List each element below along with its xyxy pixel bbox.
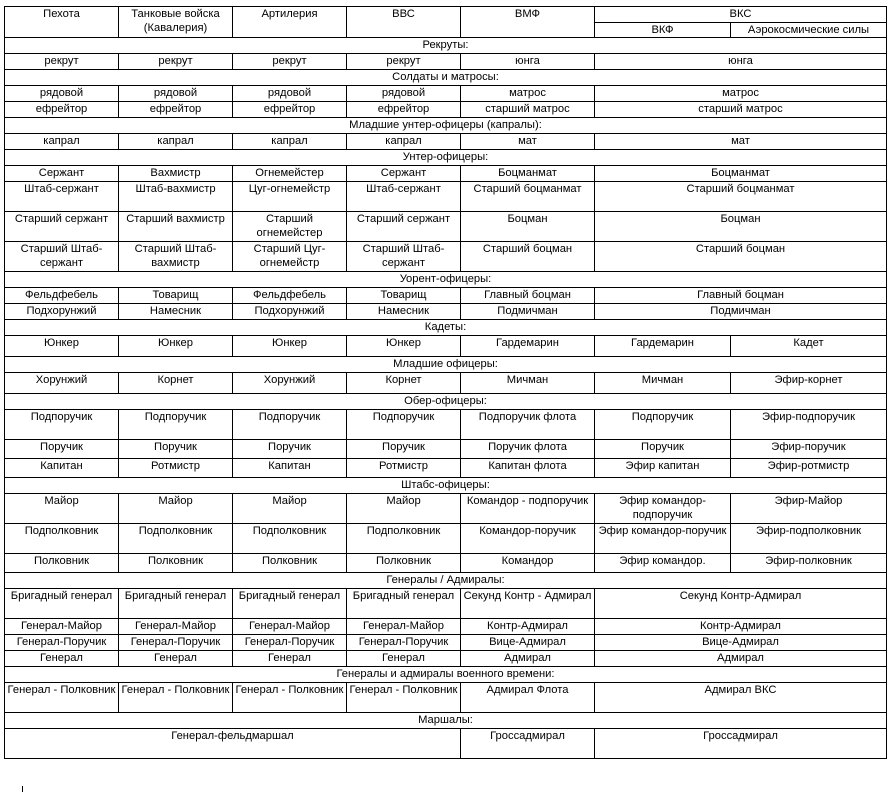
table-cell: Майор bbox=[5, 494, 119, 524]
table-cell: Эфир капитан bbox=[595, 459, 731, 478]
table-cell: Старший боцманмат bbox=[595, 182, 887, 212]
table-cell: Майор bbox=[347, 494, 461, 524]
table-cell: капрал bbox=[347, 134, 461, 150]
header-aerospace: Аэрокосмические силы bbox=[731, 22, 887, 38]
header-air-force: ВВС bbox=[347, 7, 461, 38]
table-row bbox=[5, 166, 887, 182]
section-title: Младшие офицеры: bbox=[5, 357, 887, 373]
table-cell: Эфир-ротмистр bbox=[731, 459, 887, 478]
table-cell: матрос bbox=[461, 86, 595, 102]
table-row bbox=[5, 373, 887, 394]
text-cursor bbox=[22, 786, 23, 792]
table-cell: Капитан флота bbox=[461, 459, 595, 478]
table-row bbox=[5, 651, 887, 667]
table-cell: Ротмистр bbox=[119, 459, 233, 478]
table-cell: Подпоручик bbox=[119, 410, 233, 440]
table-cell: Корнет bbox=[119, 373, 233, 394]
table-cell: Адмирал bbox=[461, 651, 595, 667]
table-cell: Генерал bbox=[233, 651, 347, 667]
table-cell: Огнемейстер bbox=[233, 166, 347, 182]
table-cell: ефрейтор bbox=[233, 102, 347, 118]
table-cell: Главный боцман bbox=[595, 288, 887, 304]
table-cell: Поручик bbox=[5, 440, 119, 459]
table-cell: Старший сержант bbox=[5, 212, 119, 242]
section-title: Кадеты: bbox=[5, 320, 887, 336]
section-header-row bbox=[5, 320, 887, 336]
table-cell: юнга bbox=[595, 54, 887, 70]
table-cell: Бригадный генерал bbox=[119, 589, 233, 619]
table-row bbox=[5, 635, 887, 651]
table-cell: Поручик bbox=[595, 440, 731, 459]
table-row bbox=[5, 182, 887, 212]
table-row bbox=[5, 554, 887, 573]
section-title: Унтер-офицеры: bbox=[5, 150, 887, 166]
table-cell: ефрейтор bbox=[119, 102, 233, 118]
table-cell: Поручик bbox=[233, 440, 347, 459]
table-cell: Старший Штаб-сержант bbox=[347, 242, 461, 272]
table-cell: Юнкер bbox=[347, 336, 461, 357]
table-cell: Майор bbox=[119, 494, 233, 524]
table-cell: Поручик флота bbox=[461, 440, 595, 459]
table-cell: Эфир-полковник bbox=[731, 554, 887, 573]
table-cell: Хорунжий bbox=[233, 373, 347, 394]
table-cell: Старший вахмистр bbox=[119, 212, 233, 242]
table-cell: Капитан bbox=[233, 459, 347, 478]
table-cell: Адмирал ВКС bbox=[595, 683, 887, 713]
table-cell: Поручик bbox=[119, 440, 233, 459]
table-cell: Капитан bbox=[5, 459, 119, 478]
section-title: Штабс-офицеры: bbox=[5, 478, 887, 494]
table-cell: Сержант bbox=[347, 166, 461, 182]
table-cell: Подмичман bbox=[461, 304, 595, 320]
table-cell: Подпоручик bbox=[5, 410, 119, 440]
table-cell: Подполковник bbox=[5, 524, 119, 554]
table-cell: Старший боцман bbox=[461, 242, 595, 272]
table-cell: Генерал-фельдмаршал bbox=[5, 729, 461, 759]
table-cell: Подполковник bbox=[119, 524, 233, 554]
table-cell: Кадет bbox=[731, 336, 887, 357]
table-cell: Эфир-подполковник bbox=[731, 524, 887, 554]
table-cell: старший матрос bbox=[461, 102, 595, 118]
table-row bbox=[5, 288, 887, 304]
table-cell: ефрейтор bbox=[347, 102, 461, 118]
table-row bbox=[5, 619, 887, 635]
table-cell: Генерал-Поручик bbox=[347, 635, 461, 651]
table-cell: Генерал-Майор bbox=[347, 619, 461, 635]
table-cell: Полковник bbox=[5, 554, 119, 573]
table-cell: Вахмистр bbox=[119, 166, 233, 182]
table-cell: Командор bbox=[461, 554, 595, 573]
section-title: Генералы / Адмиралы: bbox=[5, 573, 887, 589]
table-row bbox=[5, 494, 887, 524]
table-cell: Хорунжий bbox=[5, 373, 119, 394]
table-cell: Цуг-огнемейстр bbox=[233, 182, 347, 212]
section-title: Маршалы: bbox=[5, 713, 887, 729]
table-cell: рекрут bbox=[233, 54, 347, 70]
table-cell: Адмирал Флота bbox=[461, 683, 595, 713]
table-cell: Бригадный генерал bbox=[5, 589, 119, 619]
header-artillery: Артилерия bbox=[233, 7, 347, 38]
table-cell: Бригадный генерал bbox=[347, 589, 461, 619]
table-cell: Генерал bbox=[5, 651, 119, 667]
table-cell: Старший сержант bbox=[347, 212, 461, 242]
table-cell: ефрейтор bbox=[5, 102, 119, 118]
table-cell: Контр-Адмирал bbox=[595, 619, 887, 635]
table-cell: Генерал - Полковник bbox=[5, 683, 119, 713]
table-cell: Старший боцманмат bbox=[461, 182, 595, 212]
table-cell: Генерал-Майор bbox=[233, 619, 347, 635]
table-row bbox=[5, 683, 887, 713]
table-cell: рядовой bbox=[347, 86, 461, 102]
table-cell: Эфир командор-подпоручик bbox=[595, 494, 731, 524]
section-title: Рекруты: bbox=[5, 38, 887, 54]
section-title: Генералы и адмиралы военного времени: bbox=[5, 667, 887, 683]
table-cell: Генерал-Майор bbox=[5, 619, 119, 635]
table-cell: Фельдфебель bbox=[233, 288, 347, 304]
section-header-row bbox=[5, 713, 887, 729]
table-cell: мат bbox=[461, 134, 595, 150]
section-header-row bbox=[5, 272, 887, 288]
table-cell: Подполковник bbox=[347, 524, 461, 554]
table-row bbox=[5, 304, 887, 320]
table-cell: Генерал bbox=[347, 651, 461, 667]
table-cell: Товарищ bbox=[119, 288, 233, 304]
table-cell: Полковник bbox=[119, 554, 233, 573]
section-header-row bbox=[5, 573, 887, 589]
table-cell: юнга bbox=[461, 54, 595, 70]
table-cell: Ротмистр bbox=[347, 459, 461, 478]
table-cell: капрал bbox=[233, 134, 347, 150]
section-header-row bbox=[5, 150, 887, 166]
table-cell: Штаб-сержант bbox=[5, 182, 119, 212]
table-row bbox=[5, 336, 887, 357]
table-cell: Намесник bbox=[119, 304, 233, 320]
table-cell: Подхорунжий bbox=[233, 304, 347, 320]
table-cell: Командор-поручик bbox=[461, 524, 595, 554]
table-row bbox=[5, 102, 887, 118]
section-title: Солдаты и матросы: bbox=[5, 70, 887, 86]
section-title: Обер-офицеры: bbox=[5, 394, 887, 410]
table-cell: Боцман bbox=[595, 212, 887, 242]
table-cell: Боцман bbox=[461, 212, 595, 242]
table-cell: Подпоручик bbox=[233, 410, 347, 440]
table-cell: Подпоручик флота bbox=[461, 410, 595, 440]
table-cell: Мичман bbox=[595, 373, 731, 394]
table-cell: Корнет bbox=[347, 373, 461, 394]
table-row bbox=[5, 589, 887, 619]
table-cell: Генерал-Майор bbox=[119, 619, 233, 635]
table-cell: Генерал - Полковник bbox=[233, 683, 347, 713]
table-cell: рекрут bbox=[5, 54, 119, 70]
table-cell: Эфир-корнет bbox=[731, 373, 887, 394]
table-cell: Эфир-поручик bbox=[731, 440, 887, 459]
table-cell: Секунд Контр-Адмирал bbox=[595, 589, 887, 619]
table-cell: Командор - подпоручик bbox=[461, 494, 595, 524]
table-cell: Генерал-Поручик bbox=[5, 635, 119, 651]
table-cell: Генерал-Поручик bbox=[119, 635, 233, 651]
table-cell: Гроссадмирал bbox=[595, 729, 887, 759]
table-cell: Подполковник bbox=[233, 524, 347, 554]
table-cell: Подпоручик bbox=[595, 410, 731, 440]
table-cell: Подмичман bbox=[595, 304, 887, 320]
table-cell: Секунд Контр - Адмирал bbox=[461, 589, 595, 619]
table-cell: Эфир командор-поручик bbox=[595, 524, 731, 554]
table-cell: Генерал-Поручик bbox=[233, 635, 347, 651]
table-cell: Вице-Адмирал bbox=[595, 635, 887, 651]
table-cell: Старший Штаб-вахмистр bbox=[119, 242, 233, 272]
table-row bbox=[5, 459, 887, 478]
table-cell: Юнкер bbox=[233, 336, 347, 357]
table-row bbox=[5, 729, 887, 759]
section-title: Уорент-офицеры: bbox=[5, 272, 887, 288]
table-cell: Майор bbox=[233, 494, 347, 524]
table-cell: Вице-Адмирал bbox=[461, 635, 595, 651]
table-cell: Старший боцман bbox=[595, 242, 887, 272]
table-row bbox=[5, 86, 887, 102]
table-cell: Намесник bbox=[347, 304, 461, 320]
table-cell: рядовой bbox=[119, 86, 233, 102]
header-vkf: ВКФ bbox=[595, 22, 731, 38]
table-cell: Поручик bbox=[347, 440, 461, 459]
table-cell: мат bbox=[595, 134, 887, 150]
table-cell: капрал bbox=[119, 134, 233, 150]
table-cell: Полковник bbox=[233, 554, 347, 573]
section-header-row bbox=[5, 394, 887, 410]
section-header-row bbox=[5, 38, 887, 54]
table-cell: Генерал - Полковник bbox=[119, 683, 233, 713]
table-cell: Товарищ bbox=[347, 288, 461, 304]
table-cell: капрал bbox=[5, 134, 119, 150]
table-row bbox=[5, 410, 887, 440]
table-cell: Гроссадмирал bbox=[461, 729, 595, 759]
table-cell: Сержант bbox=[5, 166, 119, 182]
table-cell: Подхорунжий bbox=[5, 304, 119, 320]
table-row bbox=[5, 524, 887, 554]
header-vks: ВКС bbox=[595, 7, 887, 23]
table-cell: Юнкер bbox=[119, 336, 233, 357]
table-cell: рядовой bbox=[233, 86, 347, 102]
table-cell: Гардемарин bbox=[595, 336, 731, 357]
table-cell: Адмирал bbox=[595, 651, 887, 667]
table-cell: Старший Штаб-сержант bbox=[5, 242, 119, 272]
table-row bbox=[5, 440, 887, 459]
table-cell: матрос bbox=[595, 86, 887, 102]
header-infantry: Пехота bbox=[5, 7, 119, 38]
table-cell: Главный боцман bbox=[461, 288, 595, 304]
table-row bbox=[5, 242, 887, 272]
table-cell: старший матрос bbox=[595, 102, 887, 118]
section-title: Младшие унтер-офицеры (капралы): bbox=[5, 118, 887, 134]
section-header-row bbox=[5, 478, 887, 494]
table-cell: Подпоручик bbox=[347, 410, 461, 440]
header-row bbox=[5, 7, 887, 23]
table-row bbox=[5, 54, 887, 70]
table-row bbox=[5, 134, 887, 150]
table-cell: Контр-Адмирал bbox=[461, 619, 595, 635]
table-cell: Эфир-Майор bbox=[731, 494, 887, 524]
section-header-row bbox=[5, 667, 887, 683]
table-cell: Генерал bbox=[119, 651, 233, 667]
table-cell: Фельдфебель bbox=[5, 288, 119, 304]
table-row bbox=[5, 212, 887, 242]
document-page bbox=[4, 6, 887, 759]
header-navy: ВМФ bbox=[461, 7, 595, 38]
table-cell: Мичман bbox=[461, 373, 595, 394]
table-cell: Эфир командор. bbox=[595, 554, 731, 573]
table-cell: Бригадный генерал bbox=[233, 589, 347, 619]
header-tank-troops: Танковые войска (Кавалерия) bbox=[119, 7, 233, 38]
table-cell: рядовой bbox=[5, 86, 119, 102]
table-cell: Эфир-подпоручик bbox=[731, 410, 887, 440]
table-cell: Боцманмат bbox=[461, 166, 595, 182]
table-cell: Генерал - Полковник bbox=[347, 683, 461, 713]
table-cell: рекрут bbox=[347, 54, 461, 70]
ranks-table bbox=[4, 6, 887, 759]
table-cell: Старший огнемейстер bbox=[233, 212, 347, 242]
table-cell: Штаб-вахмистр bbox=[119, 182, 233, 212]
table-cell: рекрут bbox=[119, 54, 233, 70]
section-header-row bbox=[5, 118, 887, 134]
table-cell: Полковник bbox=[347, 554, 461, 573]
table-cell: Гардемарин bbox=[461, 336, 595, 357]
table-cell: Боцманмат bbox=[595, 166, 887, 182]
table-cell: Юнкер bbox=[5, 336, 119, 357]
section-header-row bbox=[5, 70, 887, 86]
section-header-row bbox=[5, 357, 887, 373]
table-cell: Старший Цуг-огнемейстр bbox=[233, 242, 347, 272]
table-cell: Штаб-сержант bbox=[347, 182, 461, 212]
